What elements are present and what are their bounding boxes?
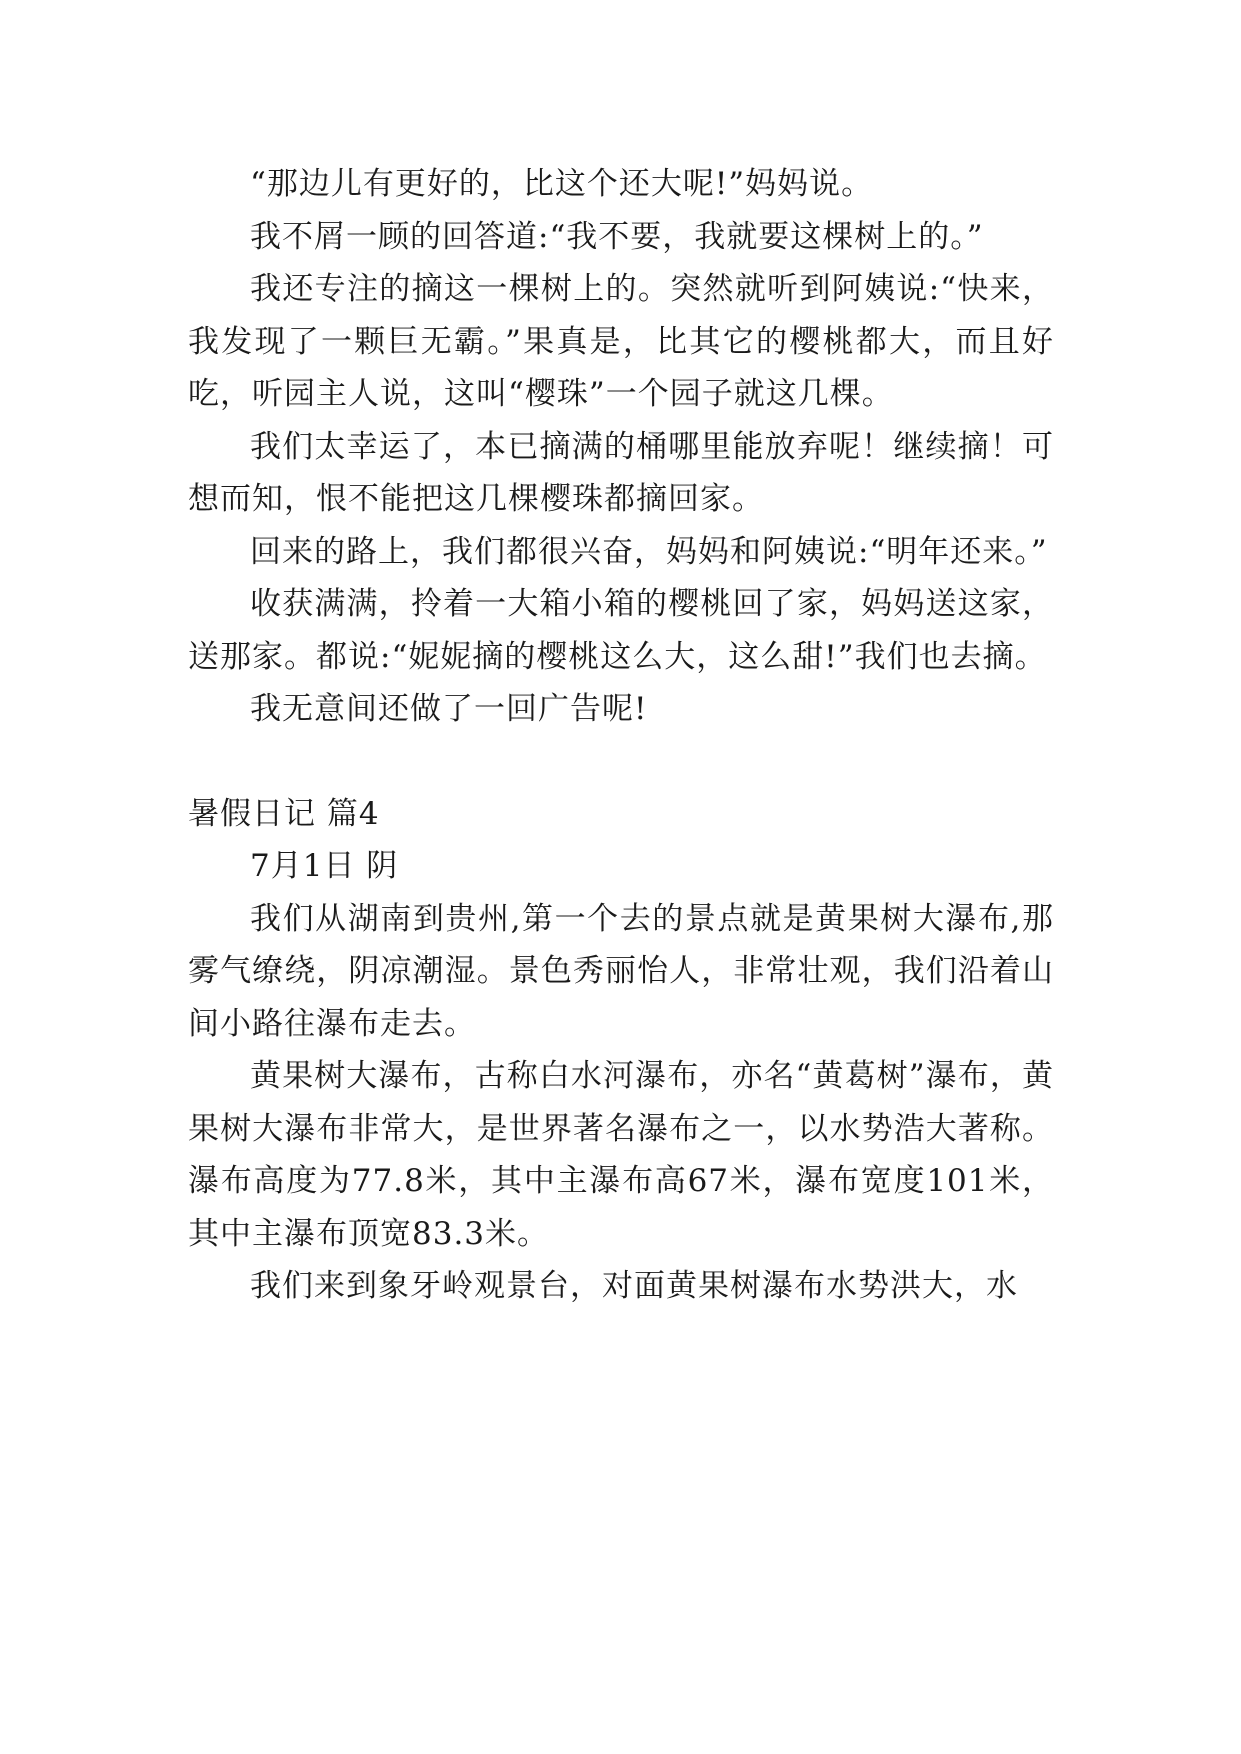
paragraph: 我不屑一顾的回答道:“我不要，我就要这棵树上的。” [250,218,984,255]
paragraph: 黄果树大瀑布，古称白水河瀑布，亦名“黄葛树”瀑布，黄果树大瀑布非常大，是世界著名瀑布之一，以水势浩大著称。瀑布高度为77.8米，其中主瀑布高67米，瀑布宽度101米，其中主瀑布顶宽83.3米。 [188,1058,1054,1252]
section-title: 暑假日记 篇4 [188,795,380,832]
paragraph: 我们太幸运了，本已摘满的桶哪里能放弃呢！继续摘！可想而知，恨不能把这几棵樱珠都摘回家。 [188,428,1054,517]
paragraph: 我无意间还做了一回广告呢! [250,691,648,727]
paragraph: 我们从湖南到贵州,第一个去的景点就是黄果树大瀑布,那雾气缭绕，阴凉潮湿。景色秀丽怡人，非常壮观，我们沿着山间小路往瀑布走去。 [188,900,1054,1042]
paragraph: 回来的路上，我们都很兴奋，妈妈和阿姨说:“明年还来。” [250,533,1048,570]
diary-date: 7月1日 阴 [250,848,399,884]
paragraph: 收获满满，拎着一大箱小箱的樱桃回了家，妈妈送这家，送那家。都说:“妮妮摘的樱桃这么大，这么甜!”我们也去摘。 [188,586,1054,675]
section-gap [188,736,1054,788]
paragraph: 我们来到象牙岭观景台，对面黄果树瀑布水势洪大，水 [250,1268,1018,1304]
paragraph: 我还专注的摘这一棵树上的。突然就听到阿姨说:“快来，我发现了一颗巨无霸。”果真是，比其它的樱桃都大，而且好吃，听园主人说，这叫“樱珠”一个园子就这几棵。 [188,271,1054,412]
document-page [188,158,1054,1313]
paragraph: “那边儿有更好的，比这个还大呢!”妈妈说。 [250,166,874,202]
